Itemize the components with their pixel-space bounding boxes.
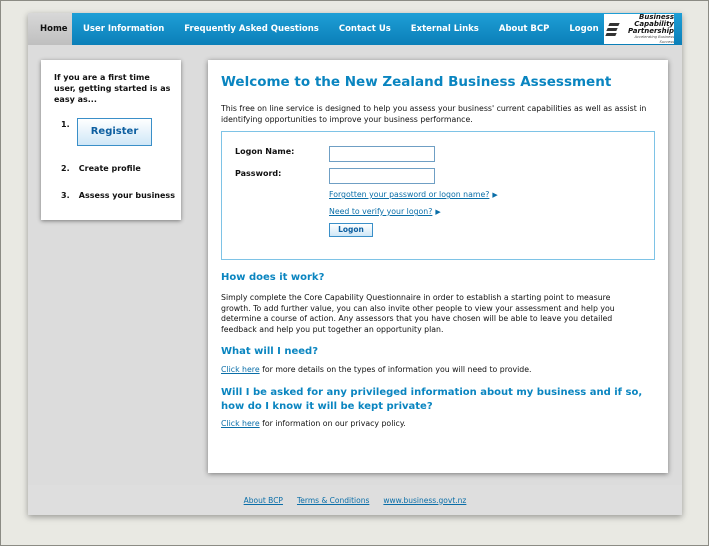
logon-button[interactable]: Logon <box>329 223 373 237</box>
step-3-number: 3. <box>61 191 70 200</box>
nav-home[interactable]: Home <box>28 13 72 45</box>
getting-started-box <box>41 60 181 220</box>
need-heading: What will I need? <box>221 346 319 357</box>
privacy-heading: Will I be asked for any privileged information about my business and if so, how do I know it will be kept private? <box>221 386 643 412</box>
footer-business-govt-link[interactable]: www.business.govt.nz <box>383 495 467 505</box>
logo-mark-icon <box>606 21 619 37</box>
step-3 <box>61 191 175 200</box>
footer-about-bcp-link[interactable]: About BCP <box>243 495 283 505</box>
arrow-right-icon: ▶ <box>435 208 441 216</box>
nav-user-information[interactable]: User Information <box>83 24 165 34</box>
privacy-click-here-link[interactable]: Click here <box>221 418 260 428</box>
logo-line-1: Business <box>639 12 674 21</box>
need-text-body: for more details on the types of information you will need to provide. <box>259 365 532 374</box>
logon-form <box>221 131 655 260</box>
nav-about-bcp[interactable]: About BCP <box>498 24 550 34</box>
nav-logon[interactable]: Logon <box>569 24 599 34</box>
logo-line-3: Partnership <box>628 26 674 35</box>
footer <box>28 485 682 515</box>
privacy-text-body: for information on our privacy policy. <box>259 418 406 428</box>
step-2-number: 2. <box>61 164 70 173</box>
password-input[interactable] <box>329 168 435 184</box>
logon-name-label: Logon Name: <box>235 147 295 156</box>
need-click-here-link[interactable]: Click here <box>221 365 260 374</box>
step-2 <box>61 164 141 173</box>
logo-tagline: Accelerating Business Success <box>634 34 674 44</box>
forgot-password-link[interactable]: Forgotten your password or logon name? <box>329 190 490 199</box>
arrow-right-icon: ▶ <box>492 191 498 199</box>
step-1-number: 1. <box>61 120 70 129</box>
footer-terms-link[interactable]: Terms & Conditions <box>296 495 370 505</box>
logo-line-2: Capability <box>634 19 674 28</box>
main-panel <box>208 60 668 473</box>
privacy-text <box>221 419 655 430</box>
page-title: Welcome to the New Zealand Business Assessment <box>221 74 612 90</box>
nav-faq[interactable]: Frequently Asked Questions <box>184 24 319 34</box>
verify-logon-link[interactable]: Need to verify your logon? <box>329 207 433 216</box>
top-nav <box>28 13 682 45</box>
intro-text: This free on line service is designed to help you assess your business' current capabilities as well as assist in identifying opportunities to improve your business performance. <box>221 104 647 124</box>
nav-contact-us[interactable]: Contact Us <box>338 24 391 34</box>
how-text: Simply complete the Core Capability Questionnaire in order to establish a starting point to measure growth. To add further value, you can also invite other people to view your assessment and help you determine a course of action. Any assessors that you have chosen will be able to leave you detailed feedback and help you put together an opportunity plan. <box>221 293 615 334</box>
step-2-label: Create profile <box>78 164 141 173</box>
logon-name-input[interactable] <box>329 146 435 162</box>
how-heading: How does it work? <box>221 272 325 283</box>
page-container <box>28 13 682 515</box>
step-1 <box>61 120 76 129</box>
bcp-logo[interactable] <box>604 14 674 44</box>
register-button[interactable]: Register <box>77 118 152 146</box>
getting-started-title: If you are a first time user, getting started is as easy as... <box>54 73 171 104</box>
need-text <box>221 365 655 376</box>
forgot-password-link-row <box>329 190 498 199</box>
nav-external-links[interactable]: External Links <box>410 24 479 34</box>
password-label: Password: <box>235 169 282 178</box>
step-3-label: Assess your business <box>78 191 175 200</box>
verify-logon-link-row <box>329 207 441 216</box>
